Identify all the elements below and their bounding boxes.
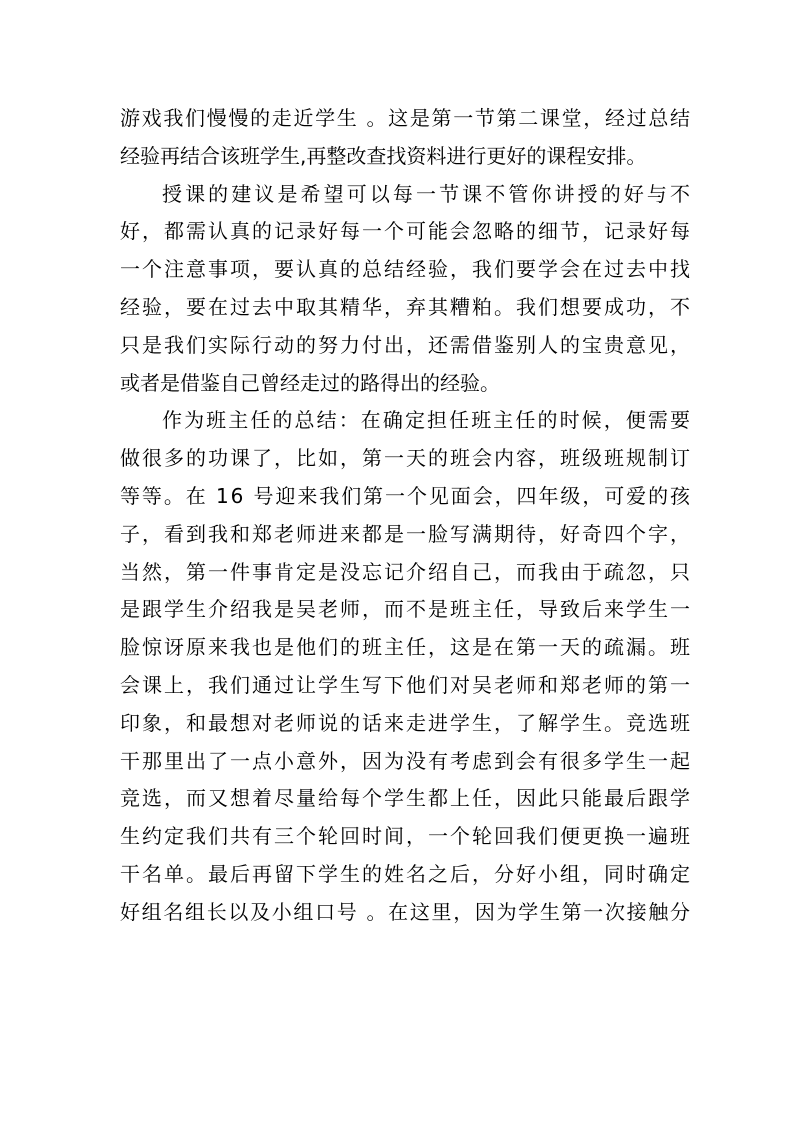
text-line: 授课的建议是希望可以每一节课不管你讲授的好与不 <box>162 181 694 206</box>
text-line: 游戏我们慢慢的走近学生 。这是第一节第二课堂，经过总结 <box>120 106 692 130</box>
body-text <box>120 100 694 932</box>
text-line: 竞选，而又想着尽量给每个学生都上任，因此只能最后跟学 <box>120 786 692 811</box>
text-line: 会课上，我们通过让学生写下他们对吴老师和郑老师的第一 <box>120 672 692 697</box>
text-line: 生约定我们共有三个轮回时间，一个轮回我们便更换一遍班 <box>120 824 692 849</box>
text-line: 好组名组长以及小组口号 。在这里，因为学生第一次接触分 <box>120 899 692 924</box>
text-line: 好，都需认真的记录好每一个可能会忽略的细节，记录好每 <box>120 219 692 244</box>
text-line: 是跟学生介绍我是吴老师，而不是班主任，导致后来学生一 <box>120 597 692 622</box>
text-line: 印象，和最想对老师说的话来走进学生，了解学生。竞选班 <box>120 710 692 735</box>
text-line: 干那里出了一点小意外，因为没有考虑到会有很多学生一起 <box>120 748 692 773</box>
text-line: 做很多的功课了，比如，第一天的班会内容，班级班规制订 <box>120 446 692 471</box>
text-line: 子，看到我和郑老师进来都是一脸写满期待，好奇四个字， <box>120 521 692 546</box>
text-line: 当然，第一件事肯定是没忘记介绍自己，而我由于疏忽，只 <box>120 559 692 584</box>
text-line: 干名单。最后再留下学生的姓名之后，分好小组，同时确定 <box>120 861 692 886</box>
text-line: 只是我们实际行动的努力付出，还需借鉴别人的宝贵意见， <box>120 332 692 357</box>
text-line: 一个注意事项，要认真的总结经验，我们要学会在过去中找 <box>120 257 692 282</box>
text-line: 作为班主任的总结：在确定担任班主任的时候，便需要 <box>162 408 693 433</box>
text-line: 等等。在 16 号迎来我们第一个见面会，四年级，可爱的孩 <box>120 483 692 508</box>
text-line: 经验，要在过去中取其精华，弃其糟粕。我们想要成功，不 <box>120 294 692 319</box>
text-line: 或者是借鉴自己曾经走过的路得出的经验。 <box>120 370 500 395</box>
text-line: 经验再结合该班学生,再整改查找资料进行更好的课程安排。 <box>120 143 647 168</box>
text-line: 脸惊讶原来我也是他们的班主任，这是在第一天的疏漏。班 <box>120 635 692 660</box>
